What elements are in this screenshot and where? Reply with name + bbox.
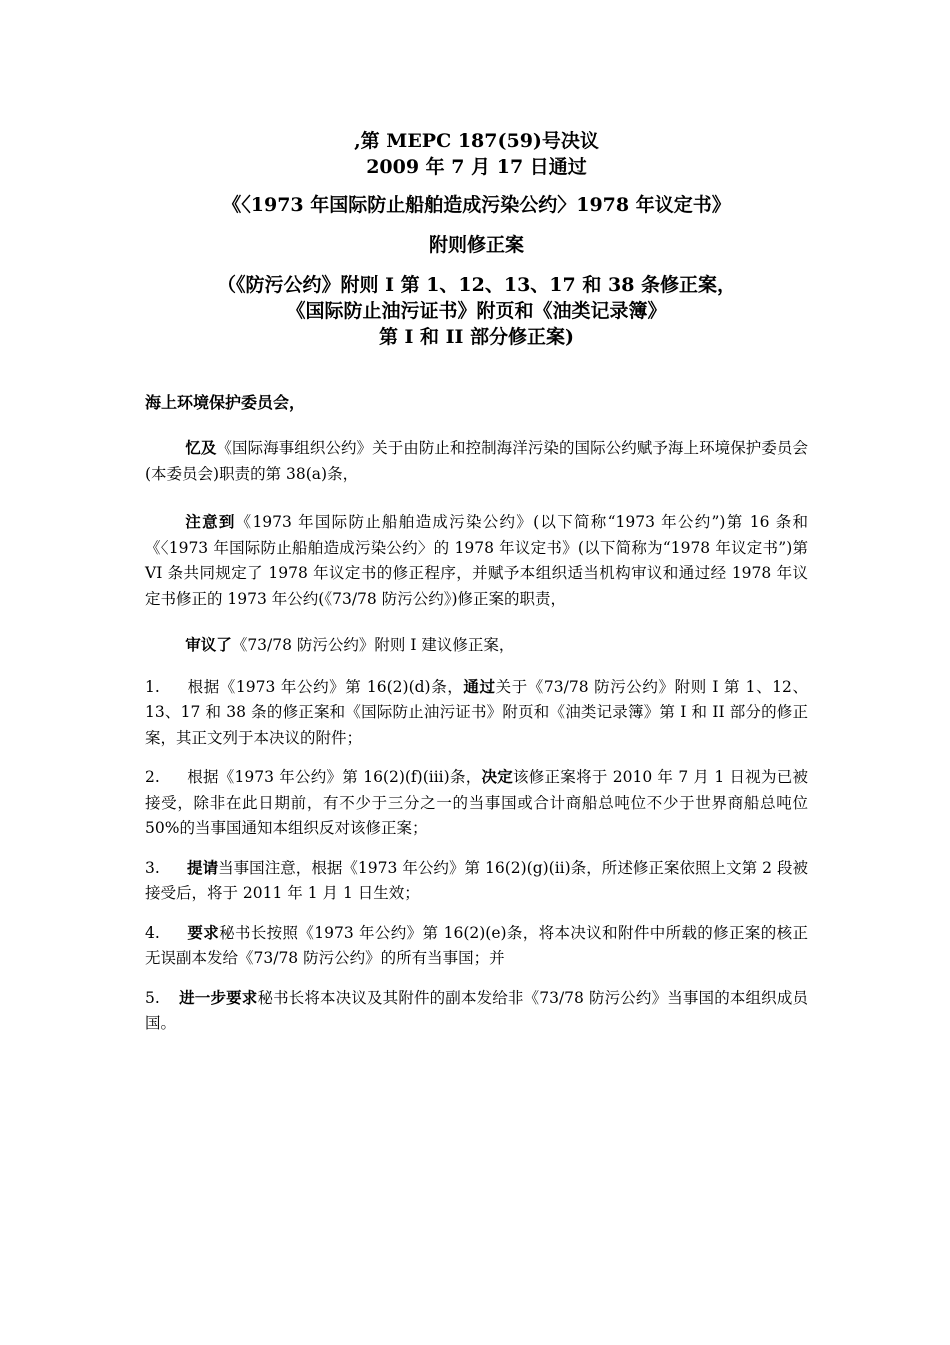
item-text: 秘书长按照《1973 年公约》第 16(2)(e)条，将本决议和附件中所载的修正案的核正无误副本发给《73/78 防污公约》的所有当事国；并	[145, 923, 808, 967]
item-text: 当事国注意，根据《1973 年公约》第 16(2)(g)(ii)条，所述修正案依照上文第 2 段被接受后，将于 2011 年 1 月 1 日生效；	[145, 858, 808, 902]
item-lead: 决定	[481, 767, 514, 786]
item-lead: 提请	[187, 857, 219, 877]
operative-item-4	[145, 920, 808, 972]
recital-text: 《73/78 防污公约》附则 I 建议修正案，	[231, 636, 515, 654]
item-pre: 根据《1973 年公约》第 16(2)(f)(iii)条，	[187, 768, 482, 786]
item-text: 关于《73/78 防污公约》附则 I 第 1、12、13、17 和 38 条的修正案和《国际防止油污证书》附页和《油类记录簿》第 I 和 II 部分的修正案，其正文列于本决议的附件；	[145, 677, 808, 747]
recital-text: 《1973 年国际防止船舶造成污染公约》(以下简称“1973 年公约”)第 16 条和《〈1973 年国际防止船舶造成污染公约〉的 1978 年议定书》(以下简称为“1978 年议定书”)第 VI 条共同规定了 1978 年议定书的修正程序，并赋予本组织适当机构审议和通过经 1978 年议定书修正的 1973 年公约(《73/78 防污公约》)修正案的职责，	[145, 513, 808, 608]
amendment-heading: 附则修正案	[428, 234, 524, 256]
item-number: 4.	[145, 923, 160, 942]
resolution-number: ,第 MEPC 187(59)号决议	[354, 130, 599, 152]
recital-considered	[145, 632, 808, 659]
operative-item-2	[145, 764, 808, 842]
item-lead: 要求	[187, 922, 220, 942]
recital-recalling	[145, 435, 808, 487]
item-number: 2.	[145, 768, 160, 786]
operative-item-3	[145, 855, 808, 907]
amendment-scope-line2: 《国际防止油污证书》附页和《油类记录簿》	[286, 300, 667, 322]
operative-item-5	[145, 985, 808, 1037]
recital-lead: 注意到	[185, 512, 236, 531]
item-lead: 进一步要求	[179, 987, 258, 1007]
amendment-scope-line1: （《防污公约》附则 I 第 1、12、13、17 和 38 条修正案，	[216, 274, 737, 296]
item-text: 秘书长将本决议及其附件的副本发给非《73/78 防污公约》当事国的本组织成员国。	[145, 988, 808, 1032]
item-number: 1.	[145, 677, 160, 696]
operative-item-1	[145, 674, 808, 752]
item-text: 该修正案将于 2010 年 7 月 1 日视为已被接受，除非在此日期前，有不少于三分之一的当事国或合计商船总吨位不少于世界商船总吨位 50%的当事国通知本组织反对该修正案；	[145, 768, 808, 837]
amendment-scope-line3: 第 I 和 II 部分修正案)	[378, 326, 575, 348]
item-lead: 通过	[463, 676, 496, 696]
item-number: 5.	[145, 988, 160, 1007]
adoption-date: 2009 年 7 月 17 日通过	[366, 156, 587, 178]
recital-lead: 审议了	[185, 635, 232, 654]
addressee: 海上环境保护委员会，	[145, 393, 306, 412]
recital-noting	[145, 509, 808, 612]
item-pre: 根据《1973 年公约》第 16(2)(d)条，	[187, 677, 464, 696]
protocol-title: 《〈1973 年国际防止船舶造成污染公约〉1978 年议定书》	[222, 194, 731, 216]
recital-lead: 忆及	[185, 438, 217, 457]
item-number: 3.	[145, 858, 160, 877]
document-page	[145, 128, 808, 1037]
resolution-title	[145, 128, 808, 350]
recital-text: 《国际海事组织公约》关于由防止和控制海洋污染的国际公约赋予海上环境保护委员会(本委员会)职责的第 38(a)条，	[145, 439, 808, 483]
